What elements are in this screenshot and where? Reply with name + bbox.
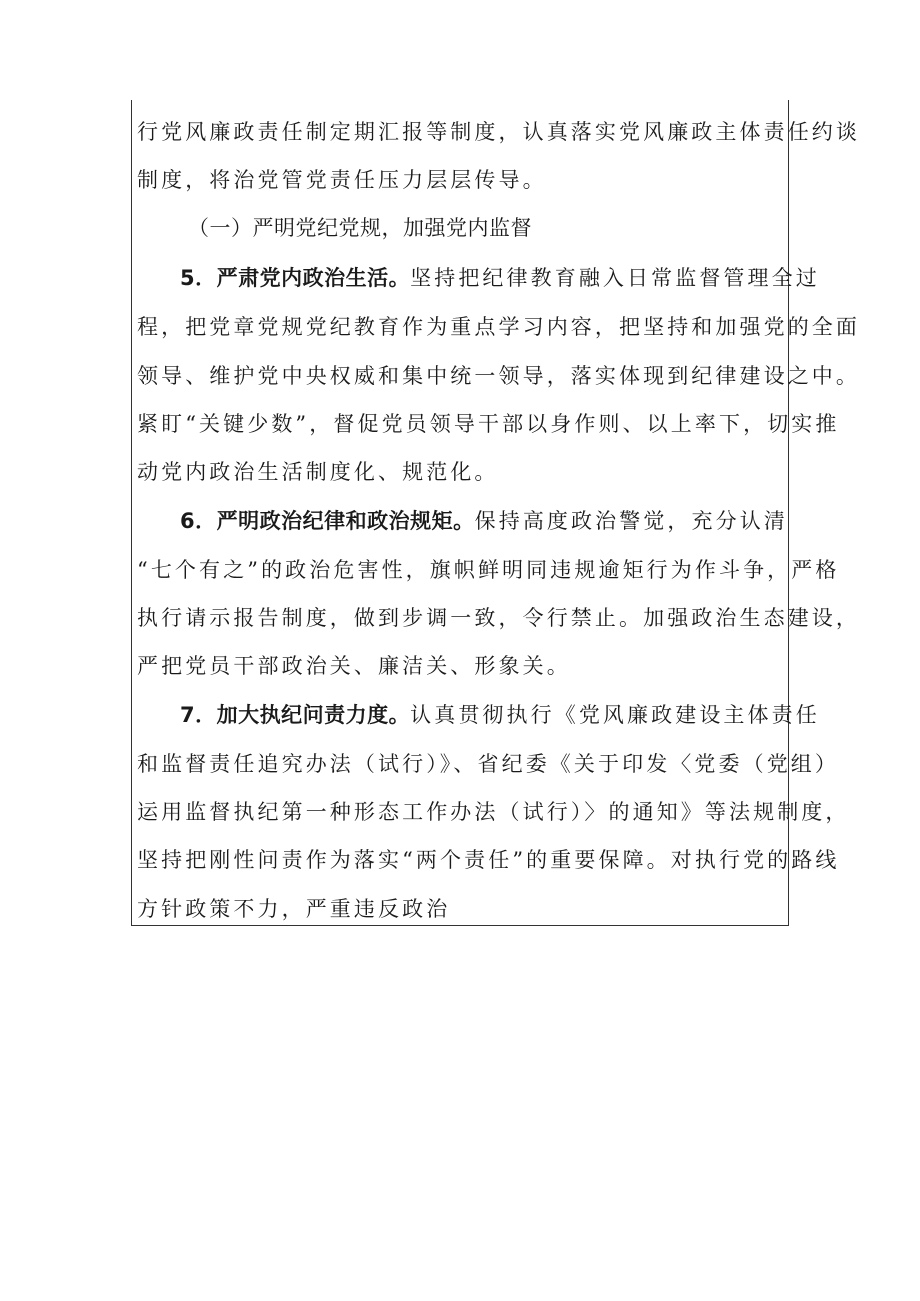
body-line: 动党内政治生活制度化、规范化。 <box>137 460 499 484</box>
item-title: 严明政治纪律和政治规矩。 <box>216 509 475 533</box>
item-text: 保持高度政治警觉，充分认清 <box>474 509 788 533</box>
body-line: 严把党员干部政治关、廉洁关、形象关。 <box>137 654 571 678</box>
body-line: 坚持把刚性问责作为落实“两个责任”的重要保障。对执行党的路线 <box>137 848 840 872</box>
item-6-first-line <box>180 507 787 535</box>
item-title: 加大执纪问责力度。 <box>216 703 411 727</box>
item-text: 认真贯彻执行《党风廉政建设主体责任 <box>410 703 820 727</box>
item-number: 6． <box>180 509 217 533</box>
body-line: 和监督责任追究办法（试行）》、省纪委《关于印发〈党委（党组） <box>137 752 839 776</box>
body-line: 运用监督执纪第一种形态工作办法（试行）〉的通知》等法规制度， <box>137 800 850 824</box>
item-7-first-line <box>180 701 820 729</box>
item-number: 7． <box>180 703 217 727</box>
body-line: “七个有之”的政治危害性，旗帜鲜明同违规逾矩行为作斗争，严格 <box>137 558 840 582</box>
body-line: 执行请示报告制度，做到步调一致，令行禁止。加强政治生态建设， <box>137 606 860 630</box>
body-line: 程，把党章党规党纪教育作为重点学习内容，把坚持和加强党的全面 <box>137 315 860 339</box>
item-text: 坚持把纪律教育融入日常监督管理全过 <box>410 266 820 290</box>
body-line: 紧盯“关键少数”，督促党员领导干部以身作则、以上率下，切实推 <box>137 412 840 436</box>
section-heading: （一）严明党纪党规，加强党内监督 <box>188 216 532 240</box>
body-line: 领导、维护党中央权威和集中统一领导，落实体现到纪律建设之中。 <box>137 364 860 388</box>
item-5-first-line <box>180 264 820 292</box>
body-line: 行党风廉政责任制定期汇报等制度，认真落实党风廉政主体责任约谈 <box>137 120 860 144</box>
body-line: 方针政策不力，严重违反政治 <box>137 897 451 921</box>
body-line: 制度，将治党管党责任压力层层传导。 <box>137 168 547 192</box>
item-title: 严肃党内政治生活。 <box>216 266 411 290</box>
item-number: 5． <box>180 266 217 290</box>
